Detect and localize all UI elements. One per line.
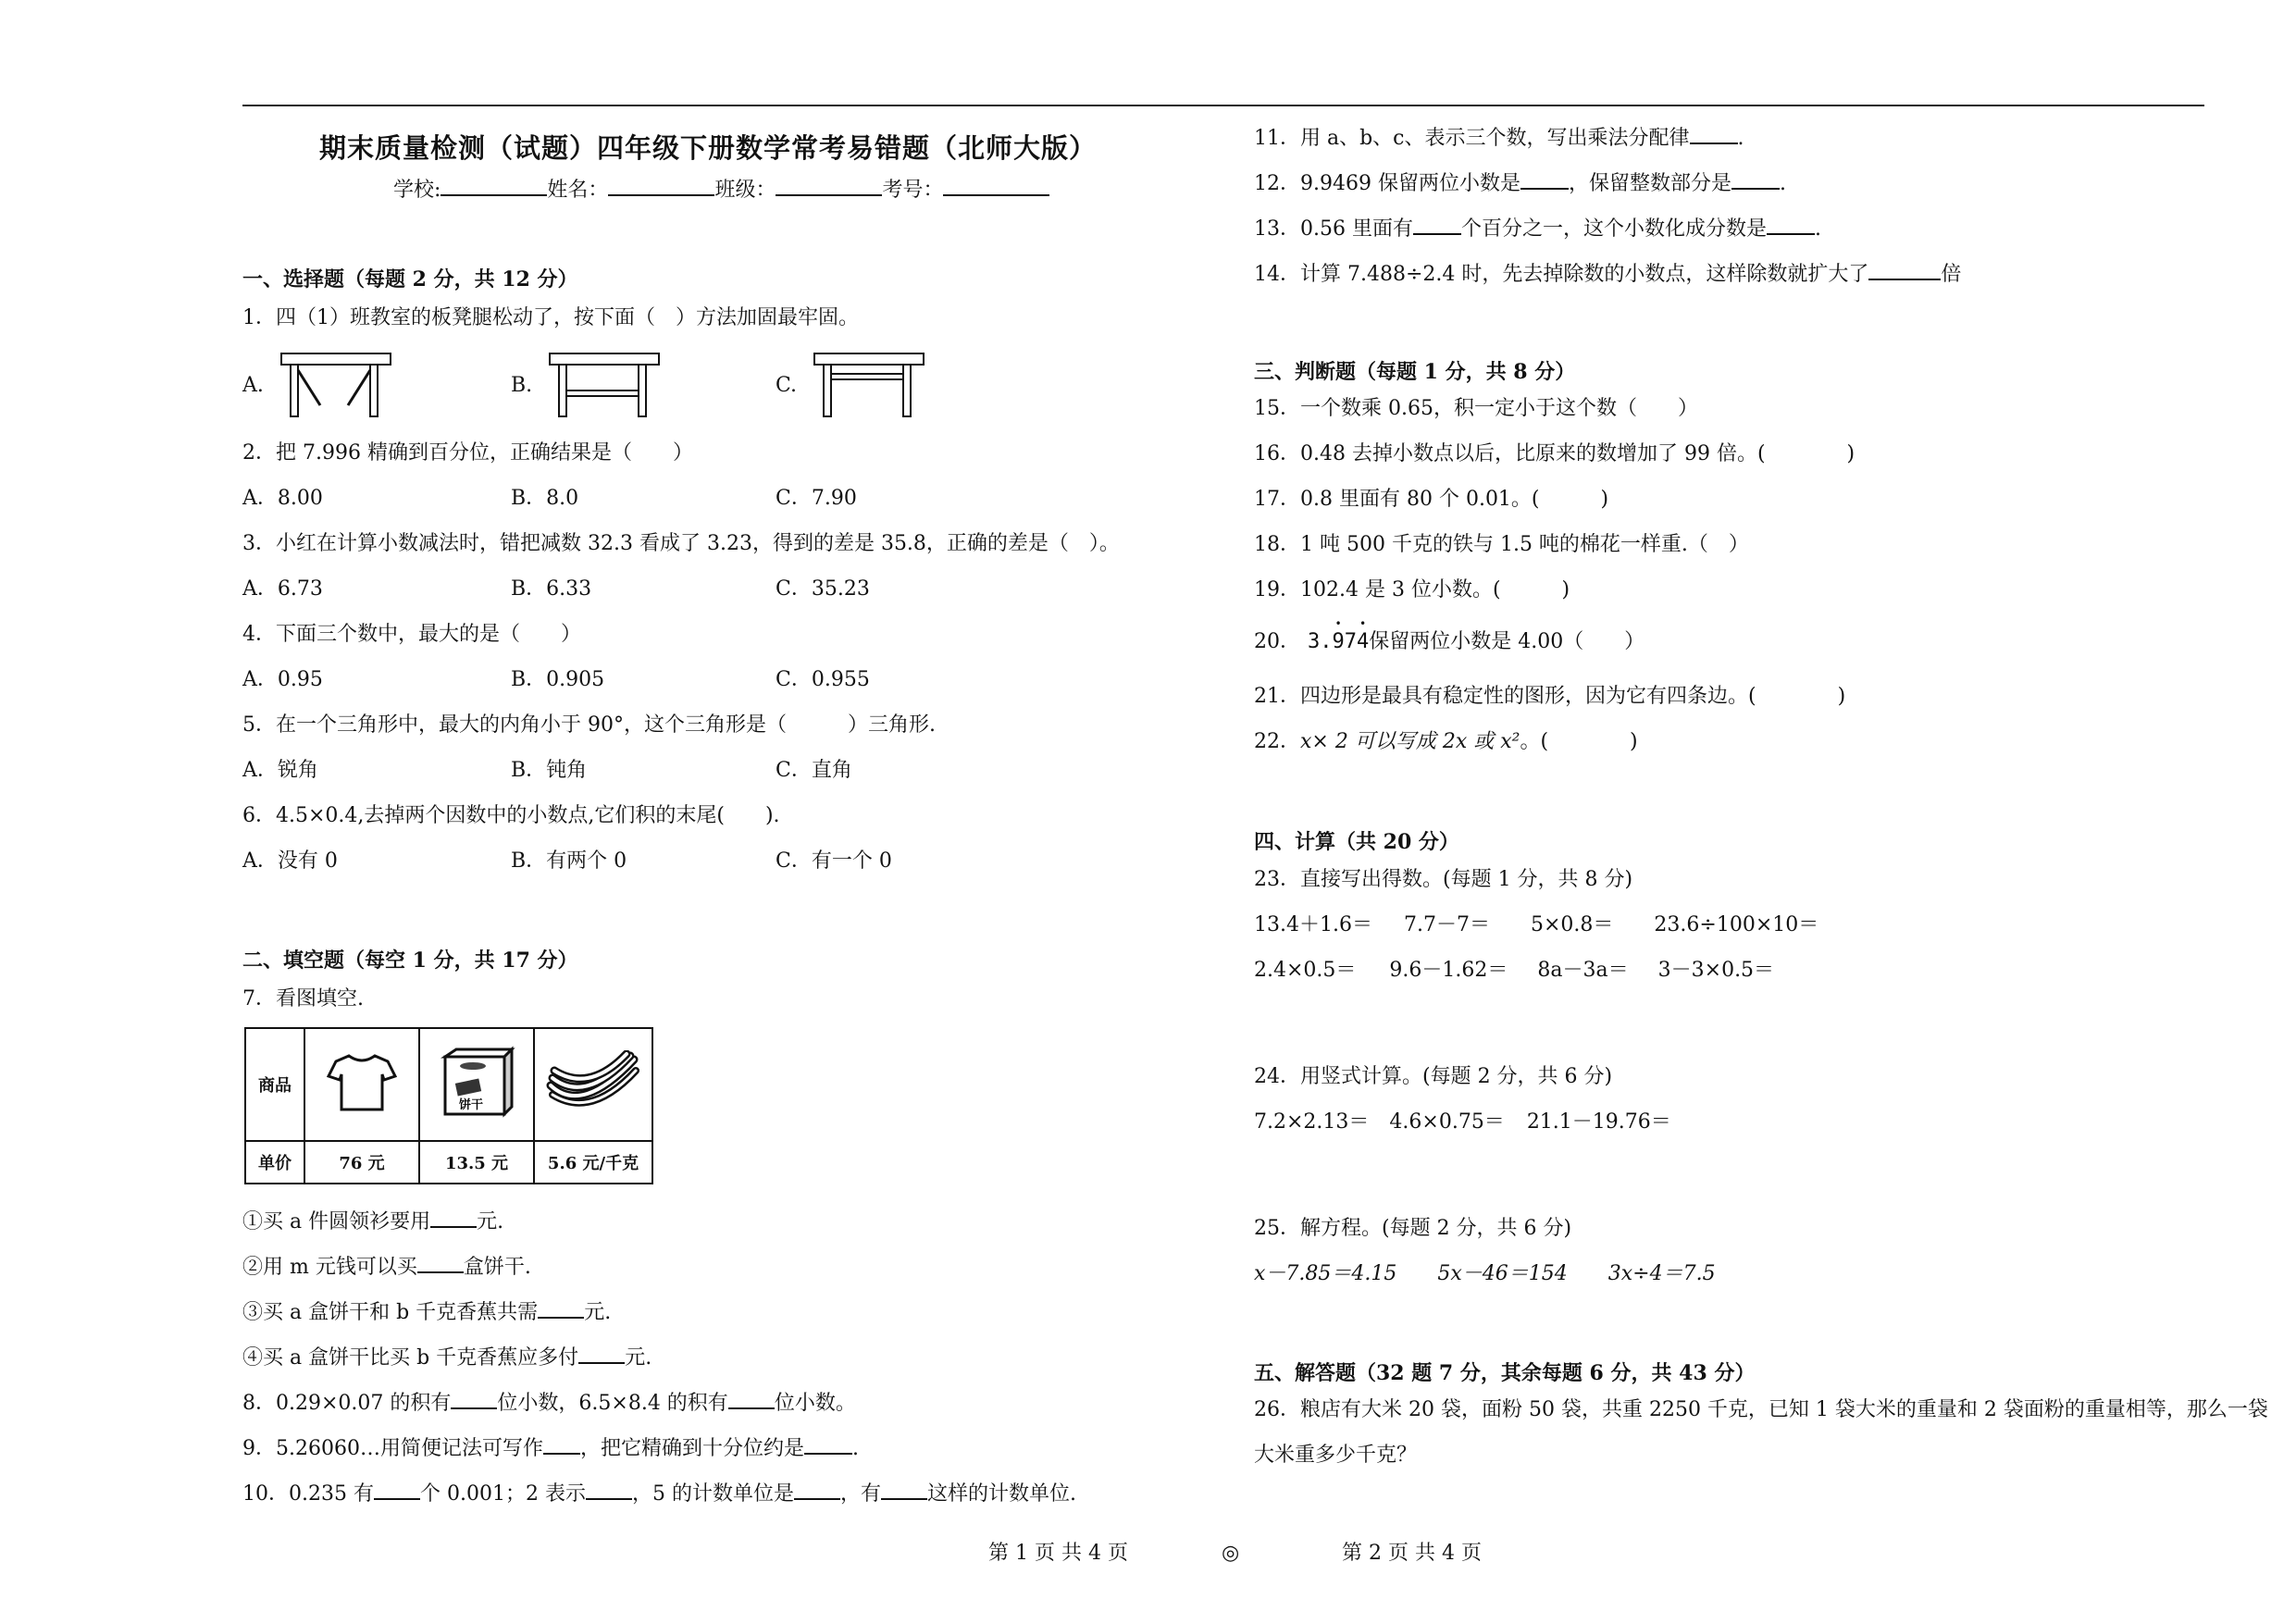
q13-blank-2[interactable] [1767,215,1815,235]
student-info-line [393,176,1049,204]
stool-b-image [546,350,666,419]
q24-text: 24．用竖式计算。(每题 2 分，共 6 分) [1254,1065,1613,1088]
banana-price: 5.6 元/千克 [534,1141,652,1184]
q10-blank-3[interactable] [794,1480,840,1500]
q4-option-c: C．0.955 [776,668,870,691]
section-fill-heading: 二、填空题（每空 1 分，共 17 分） [242,948,578,973]
q5-option-c: C．直角 [776,759,852,782]
goods-price-table [244,1027,653,1184]
q5-option-a: A．锐角 [242,759,318,782]
tshirt-price: 76 元 [304,1141,419,1184]
page-title: 期末质量检测（试题）四年级下册数学常考易错题（北师大版） [319,132,1098,164]
q7-blank-1[interactable] [430,1208,477,1228]
section-calc-heading: 四、计算（共 20 分） [1254,830,1459,854]
goods-row-label: 商品 [245,1028,304,1141]
q2-option-b: B．8.0 [511,487,579,510]
q22-text: 22．x× 2 可以写成 2x 或 x²。( ) [1254,730,1638,753]
footer-center-mark: ◎ [1222,1542,1240,1565]
q24-item: 21.1－19.76＝ [1526,1110,1671,1134]
q25-item: x－7.85＝4.15 [1254,1262,1397,1285]
q23-row-2 [1254,958,1774,984]
q2-text: 2．把 7.996 精确到百分位，正确结果是（ ） [242,441,693,465]
q8-text: 8．0.29×0.07 的积有 位小数，6.5×8.4 的积有 位小数。 [242,1389,856,1417]
q3-option-b: B．6.33 [511,577,592,601]
q6-option-a: A．没有 0 [242,849,338,873]
footer-page-left: 第 1 页 共 4 页 [988,1542,1128,1565]
q7-item-2: ②用 m 元钱可以买 盒饼干. [242,1253,531,1281]
q4-option-a: A．0.95 [242,668,323,691]
q9-blank-2[interactable] [804,1434,852,1455]
stool-a-image [278,350,398,419]
q10-blank-2[interactable] [586,1480,632,1500]
q2-option-a: A．8.00 [242,487,323,510]
q12-blank-2[interactable] [1731,169,1780,190]
stool-c-image [811,350,931,419]
q6-option-c: C．有一个 0 [776,849,892,873]
q23-item: 3－3×0.5＝ [1657,959,1775,982]
school-field[interactable] [441,176,547,196]
q13-text: 13．0.56 里面有 个百分之一，这个小数化成分数是 . [1254,215,1821,242]
q14-blank[interactable] [1868,260,1941,280]
q23-row-1 [1254,912,1818,938]
q3-option-c: C．35.23 [776,577,870,601]
class-label: 班级： [714,179,776,202]
q1-option-c-label: C. [776,374,798,397]
q7-blank-3[interactable] [538,1298,584,1319]
biscuit-box-icon [438,1046,515,1120]
q20-repeating-decimal: 3.• 97• 4 [1308,630,1369,653]
q3-text: 3．小红在计算小数减法时，错把减数 32.3 看成了 3.23，得到的差是 35.8，正确的差是（ ）。 [242,532,1120,555]
q23-item: 23.6÷100×10＝ [1654,913,1819,936]
q24-row [1254,1110,1671,1135]
q7-blank-4[interactable] [578,1344,625,1364]
q23-item: 9.6－1.62＝ [1389,959,1508,982]
banana-cell [534,1028,652,1141]
q11-blank[interactable] [1690,124,1738,144]
exam-no-field[interactable] [943,176,1049,196]
q10-blank-1[interactable] [374,1480,420,1500]
q7-item-4: ④买 a 盒饼干比买 b 千克香蕉应多付 元. [242,1344,652,1371]
q23-item: 2.4×0.5＝ [1254,959,1357,982]
q4-option-b: B．0.905 [511,668,605,691]
q9-text: 9．5.26060…用简便记法可写作 ，把它精确到十分位约是 . [242,1434,859,1462]
q3-option-a: A．6.73 [242,577,323,601]
q26-line-2: 大米重多少千克？ [1254,1444,1418,1467]
q26-line-1: 26．粮店有大米 20 袋，面粉 50 袋，共重 2250 千克，已知 1 袋大米的重量和 2 袋面粉的重量相等，那么一袋 [1254,1398,2268,1421]
tshirt-icon [327,1052,397,1113]
q5-option-b: B．钝角 [511,759,588,782]
name-field[interactable] [608,176,714,196]
q7-text: 7．看图填空. [242,987,364,1010]
top-rule [242,105,2204,106]
q2-option-c: C．7.90 [776,487,857,510]
q1-option-a-label: A. [242,374,264,397]
class-field[interactable] [776,176,882,196]
q1-text: 1．四（1）班教室的板凳腿松动了，按下面（ ）方法加固最牢固。 [242,306,859,329]
q17-text: 17．0.8 里面有 80 个 0.01。( ) [1254,488,1609,511]
q23-text: 23．直接写出得数。(每题 1 分，共 8 分) [1254,868,1633,891]
q15-text: 15．一个数乘 0.65，积一定小于这个数（ ） [1254,397,1698,420]
tshirt-cell [304,1028,419,1141]
section-judge-heading: 三、判断题（每题 1 分，共 8 分） [1254,360,1576,384]
q7-item-1: ①买 a 件圆领衫要用 元. [242,1208,503,1235]
q14-text: 14．计算 7.488÷2.4 时，先去掉除数的小数点，这样除数就扩大了 倍 [1254,260,1961,288]
q13-blank-1[interactable] [1413,215,1461,235]
q7-blank-2[interactable] [417,1253,464,1273]
school-label: 学校: [393,179,441,202]
section-choice-heading: 一、选择题（每题 2 分，共 12 分） [242,267,578,291]
q12-blank-1[interactable] [1520,169,1569,190]
q20-text: 20． 3.• 97• 4保留两位小数是 4.00（ ） [1254,629,1644,655]
exam-no-label: 考号： [882,179,944,202]
banana-bunch-icon [545,1050,641,1115]
price-row-label: 单价 [245,1141,304,1184]
q1-option-b-label: B. [511,374,533,397]
q24-item: 7.2×2.13＝ [1254,1110,1370,1134]
biscuit-cell [419,1028,534,1141]
q9-blank-1[interactable] [543,1434,580,1455]
q6-text: 6．4.5×0.4,去掉两个因数中的小数点,它们积的末尾( ). [242,804,780,827]
q23-item: 7.7－7＝ [1403,913,1490,936]
q23-item: 8a－3a＝ [1537,959,1629,982]
q8-blank-2[interactable] [728,1389,775,1409]
q18-text: 18．1 吨 500 千克的铁与 1.5 吨的棉花一样重.（ ） [1254,533,1749,556]
q4-text: 4．下面三个数中，最大的是（ ） [242,623,581,646]
footer-page-right: 第 2 页 共 4 页 [1342,1542,1482,1565]
q5-text: 5．在一个三角形中，最大的内角小于 90°，这个三角形是（ ）三角形. [242,713,936,737]
q12-text: 12．9.9469 保留两位小数是 ，保留整数部分是 . [1254,169,1786,197]
q7-item-3: ③买 a 盒饼干和 b 千克香蕉共需 元. [242,1298,611,1326]
q25-item: 5x－46＝154 [1437,1262,1568,1285]
q19-text: 19．102.4 是 3 位小数。( ) [1254,578,1570,601]
q25-text: 25．解方程。(每题 2 分，共 6 分) [1254,1217,1572,1240]
q11-text: 11．用 a、b、c、表示三个数，写出乘法分配律 . [1254,124,1744,152]
q24-item: 4.6×0.75＝ [1389,1110,1505,1134]
q16-text: 16．0.48 去掉小数点以后，比原来的数增加了 99 倍。( ) [1254,442,1855,465]
q23-item: 5×0.8＝ [1530,913,1614,936]
name-label: 姓名： [547,179,609,202]
q21-text: 21．四边形是最具有稳定性的图形，因为它有四条边。( ) [1254,685,1846,708]
q6-option-b: B．有两个 0 [511,849,627,873]
q8-blank-1[interactable] [451,1389,497,1409]
biscuit-price: 13.5 元 [419,1141,534,1184]
q23-item: 13.4＋1.6＝ [1254,913,1372,936]
q10-text: 10．0.235 有 个 0.001；2 表示 ，5 的计数单位是 ，有 这样的计数单位. [242,1480,1076,1507]
biscuit-label: 饼干 [458,1097,484,1112]
section-solve-heading: 五、解答题（32 题 7 分，其余每题 6 分，共 43 分） [1254,1361,1756,1385]
q10-blank-4[interactable] [881,1480,927,1500]
q25-row [1254,1261,1716,1287]
q25-item: 3x÷4＝7.5 [1607,1262,1716,1285]
